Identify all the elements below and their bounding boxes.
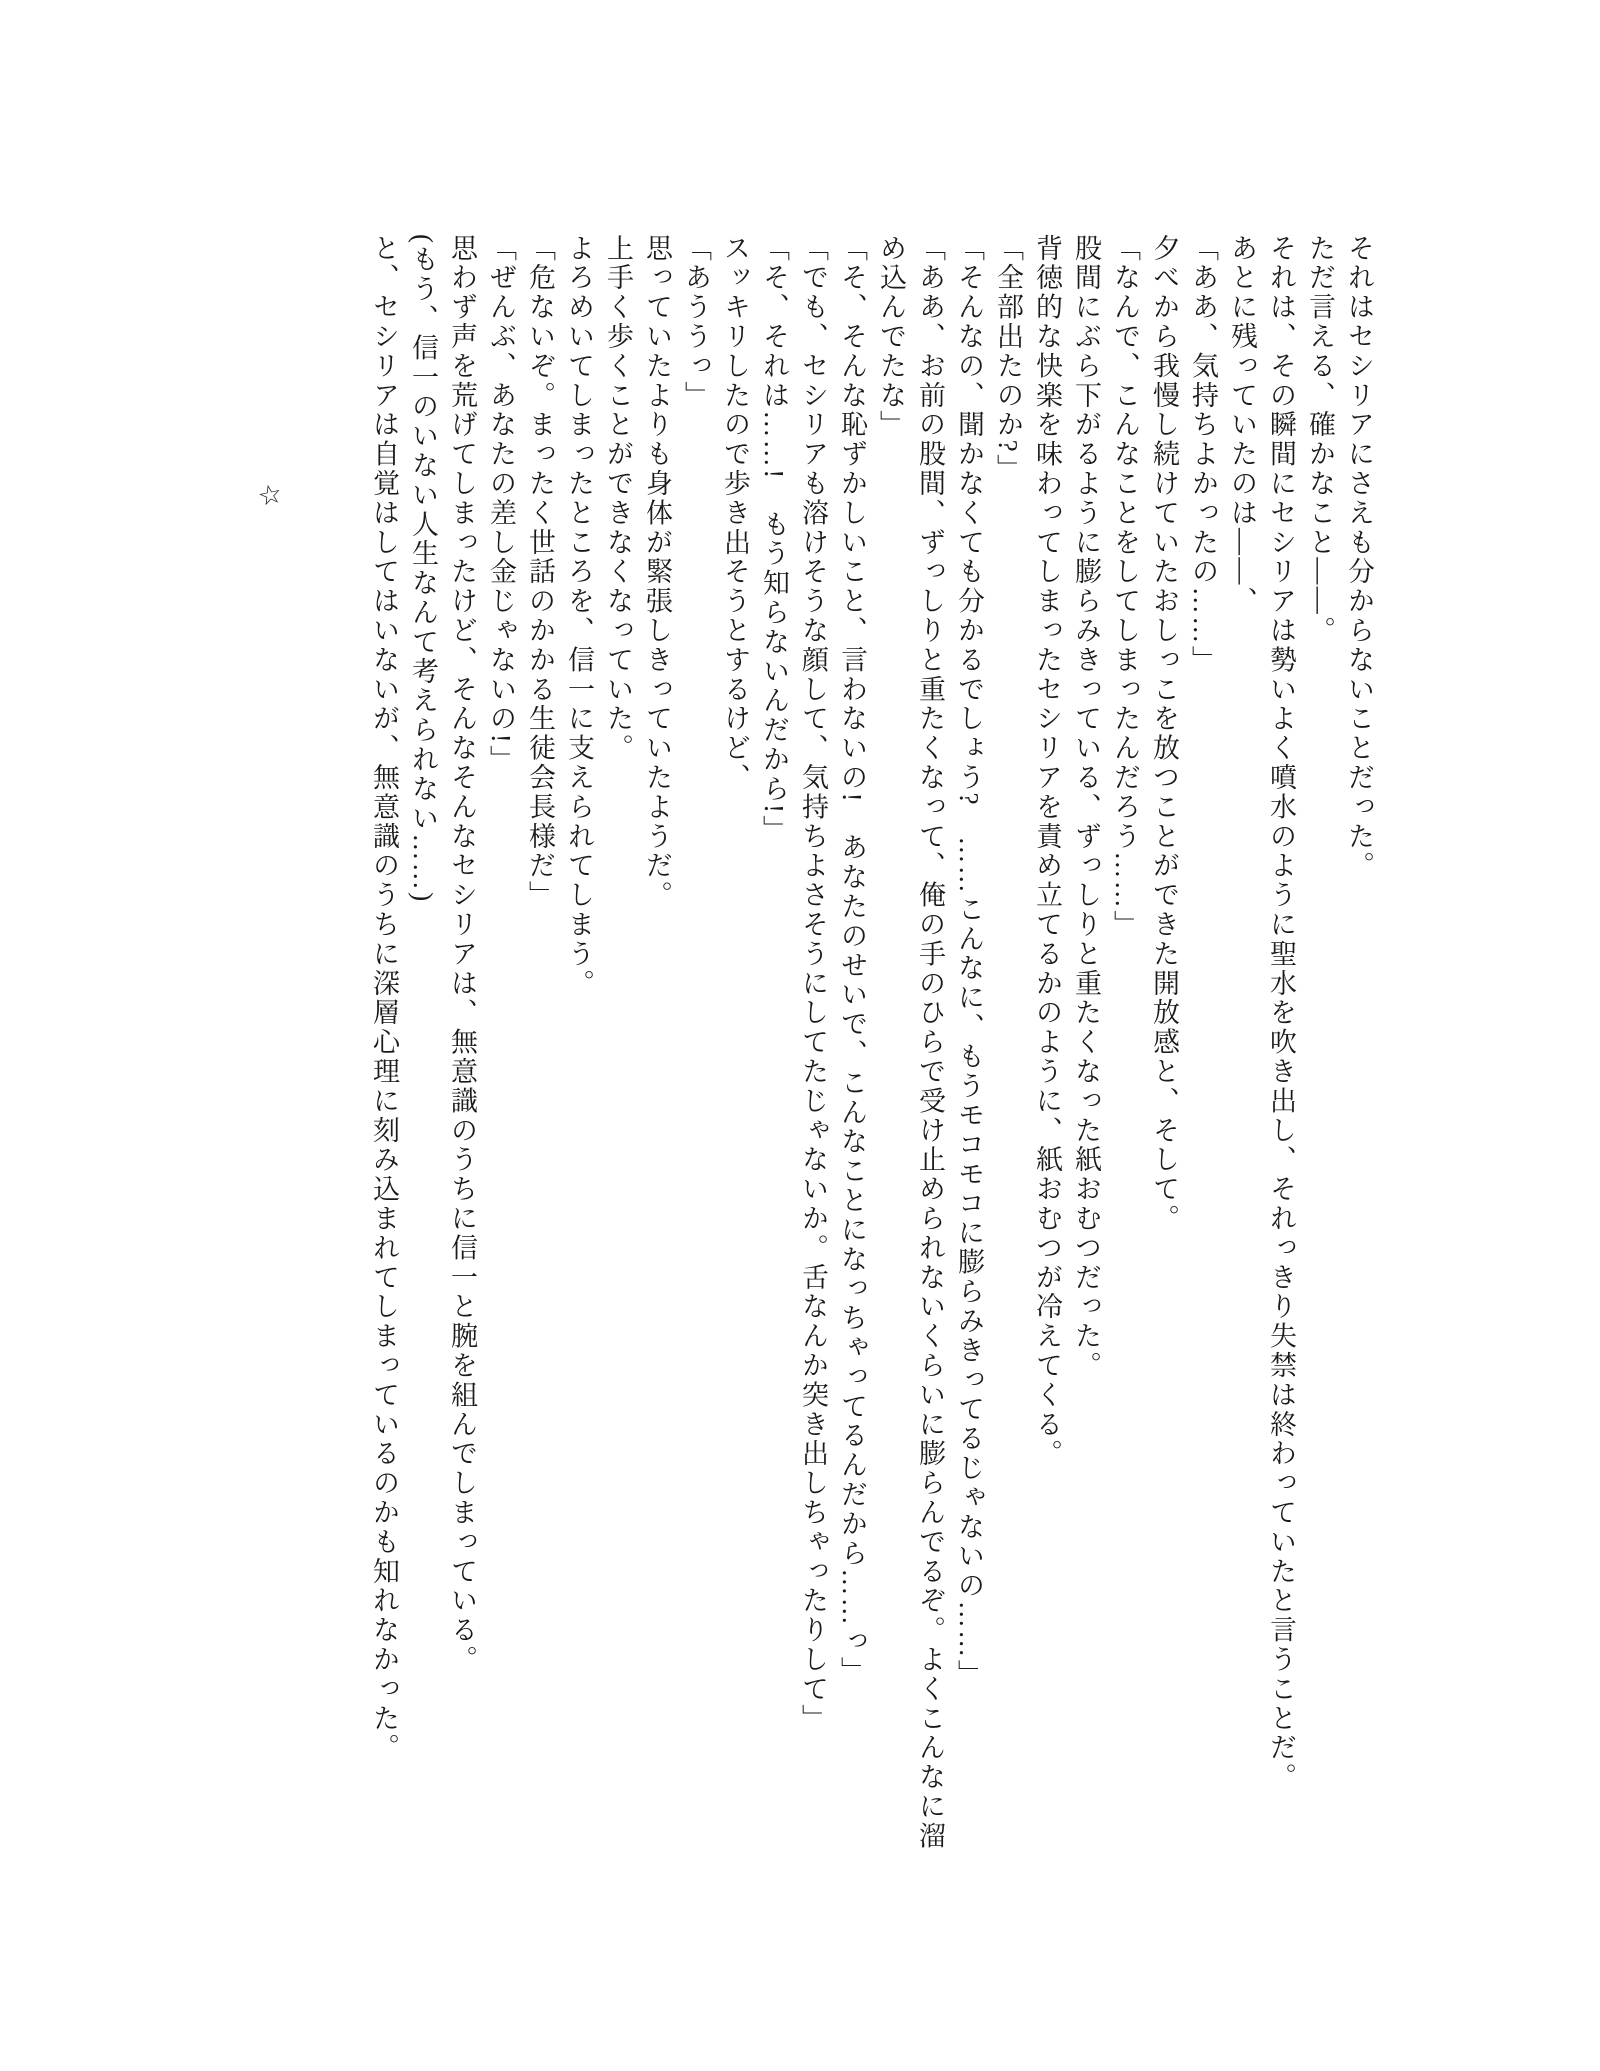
- text-line: あとに残っていたのは――、: [1227, 234, 1257, 617]
- text-line: 「全部出たのか?」: [993, 234, 1023, 484]
- vertical-text-block: [364, 234, 1378, 1859]
- text-line: 「でも、セシリアも溶けそうな顔して、気持ちよさそうにしてたじゃないか。舌なんか突き出しちゃったりして」: [798, 234, 828, 1734]
- text-line: 「なんで、こんなことをしてしまったんだろう……」: [1110, 234, 1140, 940]
- text-line: 「そ、それは……! もう知らないんだから!」: [759, 234, 789, 845]
- text-line: 「そんなの、聞かなくても分かるでしょう? ……こんなに、もうモコモコに膨らみきってるじゃないの……」: [954, 234, 984, 1689]
- text-line: 「ぜんぶ、あなたの差し金じゃないの!」: [486, 234, 516, 775]
- text-line: 夕べから我慢し続けていたおしっこを放つことができた開放感と、そして。: [1149, 234, 1179, 1234]
- text-line: (もう、信一のいない人生なんて考えられない……): [408, 234, 438, 904]
- text-line: ただ言える、確かなこと――。: [1305, 234, 1335, 646]
- text-line: 「ああ、気持ちよかったの……」: [1188, 234, 1218, 675]
- section-divider-star: ☆: [255, 477, 285, 513]
- text-line: 股間にぶら下がるように膨らみきっている、ずっしりと重たくなった紙おむつだった。: [1071, 234, 1101, 1381]
- text-line: 「危ないぞ。まったく世話のかかる生徒会長様だ」: [525, 234, 555, 911]
- text-line: 「そ、そんな恥ずかしいこと、言わないの! あなたのせいで、こんなことになっちゃってるんだから……っ」: [837, 234, 867, 1686]
- text-line: 思っていたよりも身体が緊張しきっていたようだ。: [642, 234, 672, 911]
- text-line: 「ああ、お前の股間、ずっしりと重たくなって、俺の手のひらで受け止められないくらいに膨らんでるぞ。よくこんなに溜め込んでたな」: [876, 234, 945, 1851]
- text-line: それはセシリアにさえも分からないことだった。: [1344, 234, 1374, 881]
- text-line: 上手く歩くことができなくなっていた。: [603, 234, 633, 764]
- text-line: 「あううっ」: [681, 234, 711, 411]
- text-line: と、セシリアは自覚はしてはいないが、無意識のうちに深層心理に刻み込まれてしまっているのかも知れなかった。: [369, 234, 399, 1763]
- text-line: 思わず声を荒げてしまったけど、そんなそんなセシリアは、無意識のうちに信一と腕を組んでしまっている。: [447, 234, 477, 1675]
- text-line: 背徳的な快楽を味わってしまったセシリアを責め立てるかのように、紙おむつが冷えてくる。: [1032, 234, 1062, 1469]
- text-line: スッキリしたので歩き出そうとするけど、: [720, 234, 750, 793]
- text-line: それは、その瞬間にセシリアは勢いよく噴水のように聖水を吹き出し、それっきり失禁は終わっていたと言うことだ。: [1266, 234, 1296, 1793]
- text-line: よろめいてしまったところを、信一に支えられてしまう。: [564, 234, 594, 999]
